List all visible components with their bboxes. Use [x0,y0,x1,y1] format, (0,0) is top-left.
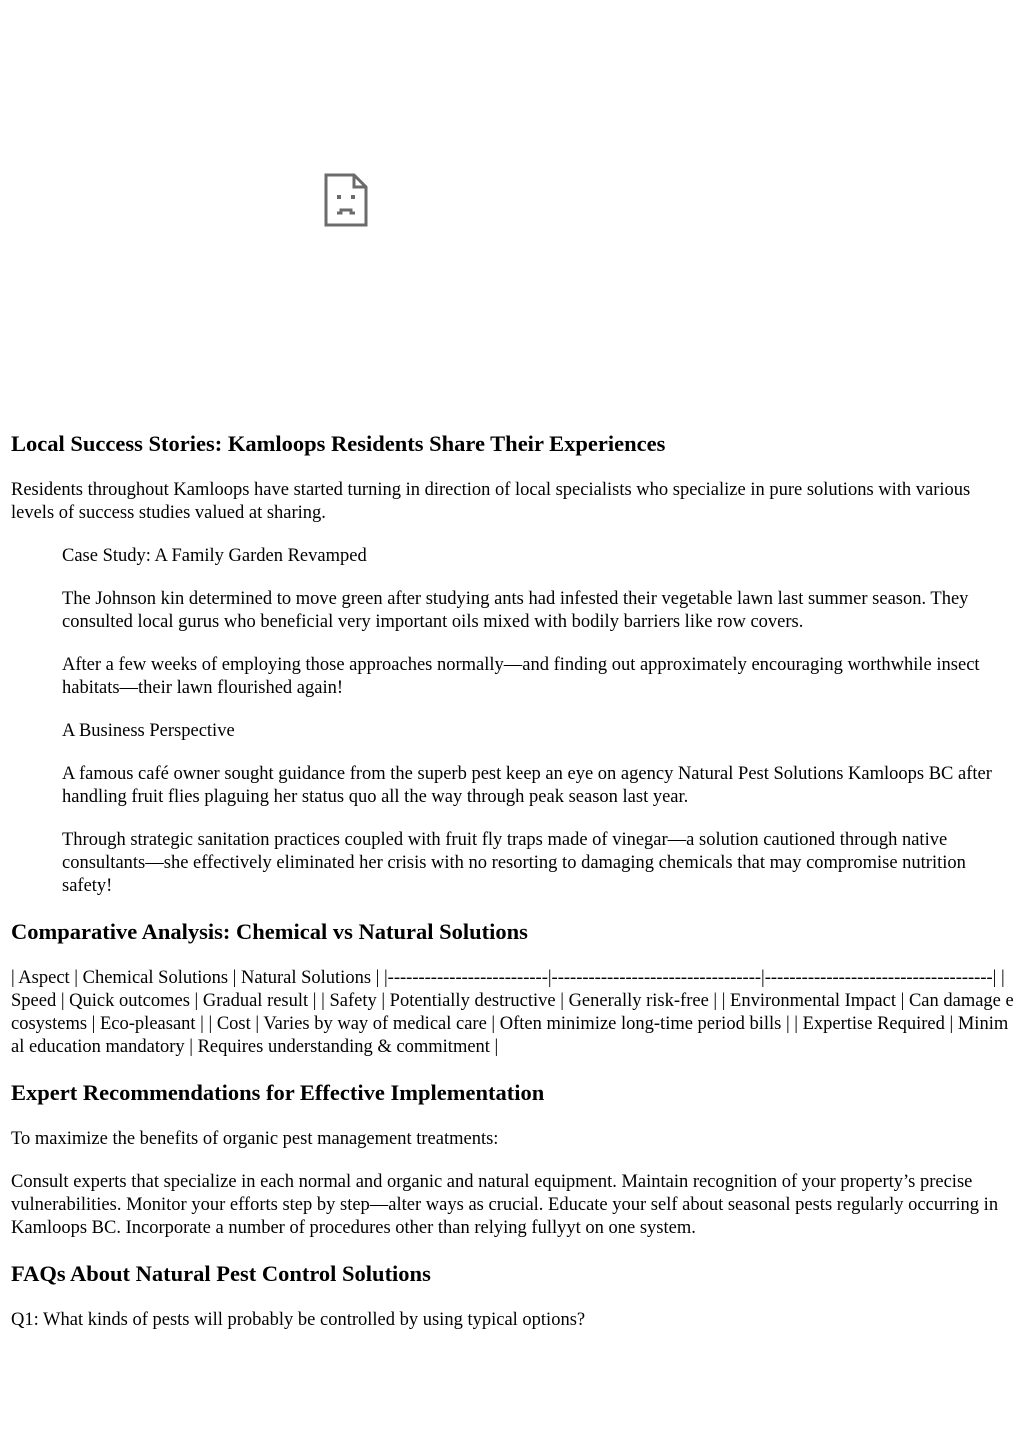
case-study-paragraph-2: After a few weeks of employing those approaches normally—and finding out approximately encouraging worthwhile insect habitats—their lawn flourished again! [62,655,980,698]
article-content [11,430,1015,1352]
broken-image-icon [324,173,368,227]
faq-question-1: Q1: What kinds of pests will probably be controlled by using typical options? [11,1310,586,1330]
case-study-title: Case Study: A Family Garden Revamped [62,546,367,566]
comparison-table-text: | Aspect | Chemical Solutions | Natural Solutions | |--------------------------|----------------------------------|-------------------------------------| | Speed | Quick outcomes | Gradual result | | Safety | Potentially destructive | Generally risk-free | | Environmental Impact | Can damage ecosystems | Eco-pleasant | | Cost | Varies by way of medical care | Often minimize long-time period bills | | Expertise Required | Minimal education mandatory | Requires understanding & commitment | [11,968,1014,1057]
heading-comparative-analysis: Comparative Analysis: Chemical vs Natural Solutions [11,919,528,944]
business-paragraph-1: A famous café owner sought guidance from the superb pest keep an eye on agency Natural Pest Solutions Kamloops BC after handling fruit flies plaguing her status quo all the way through peak season last year. [62,764,992,807]
case-study-paragraph-1: The Johnson kin determined to move green after studying ants had infested their vegetable lawn last summer season. They consulted local gurus who beneficial very important oils mixed with bodily barriers like row covers. [62,589,969,632]
heading-faqs: FAQs About Natural Pest Control Solutions [11,1261,431,1286]
success-intro-paragraph: Residents throughout Kamloops have started turning in direction of local specialists who specialize in pure solutions with various levels of success studies valued at sharing. [11,480,971,523]
success-blockquote [62,545,1015,898]
heading-expert-recommendations: Expert Recommendations for Effective Implementation [11,1080,545,1105]
heading-success-stories: Local Success Stories: Kamloops Residents Share Their Experiences [11,431,666,456]
expert-body-paragraph: Consult experts that specialize in each normal and organic and natural equipment. Maintain recognition of your property’s precise vulnerabilities. Monitor your efforts step by step—alter ways as crucial. Educate your self about seasonal pests regularly occurring in Kamloops BC. Incorporate a number of procedures other than relying fullyyt on one system. [11,1172,999,1238]
business-paragraph-2: Through strategic sanitation practices coupled with fruit fly traps made of vinegar—a solution cautioned through native consultants—she effectively eliminated her crisis with no resorting to damaging chemicals that may compromise nutrition safety! [62,830,966,896]
expert-intro-paragraph: To maximize the benefits of organic pest management treatments: [11,1129,499,1149]
business-perspective-title: A Business Perspective [62,721,235,741]
